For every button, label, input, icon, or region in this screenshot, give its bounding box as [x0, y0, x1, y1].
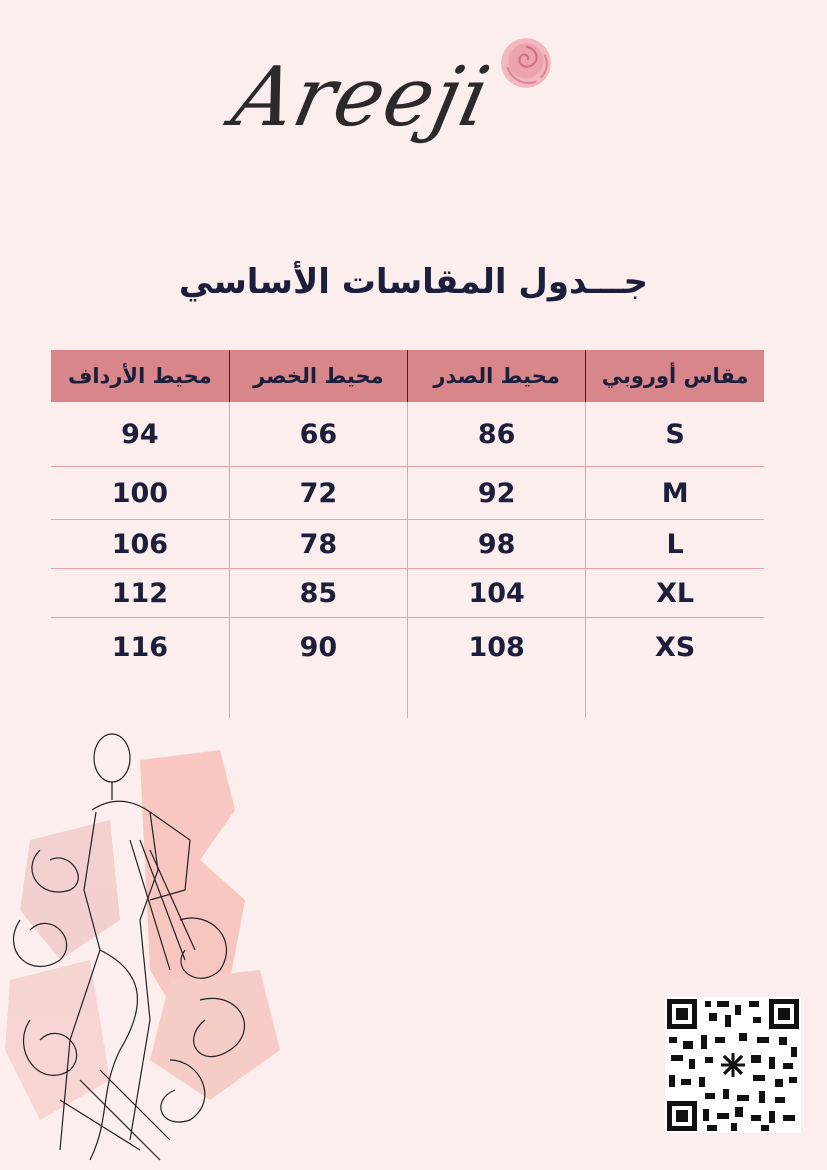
cell-bust: 98	[408, 520, 586, 569]
header-bust: محيط الصدر	[408, 350, 586, 402]
header-hips: محيط الأرداف	[51, 350, 229, 402]
cell-waist: 66	[229, 402, 407, 467]
size-table	[51, 350, 764, 718]
brand-name: Areeji	[224, 50, 499, 145]
cell-waist: 85	[229, 569, 407, 618]
cell-waist: 78	[229, 520, 407, 569]
cell-hips: 94	[51, 402, 229, 467]
cell-size: M	[586, 467, 764, 520]
cell-size: L	[586, 520, 764, 569]
cell-hips: 116	[111, 632, 169, 663]
fashion-sketch-illustration	[0, 720, 300, 1170]
table-row	[51, 467, 764, 520]
page-title: جـــدول المقاسات الأساسي	[178, 262, 649, 302]
header-waist: محيط الخصر	[229, 350, 407, 402]
cell-waist: 90	[229, 618, 407, 719]
header-eu-size: مقاس أوروبي	[586, 350, 764, 402]
cell-bust: 104	[408, 569, 586, 618]
cell-size: S	[586, 402, 764, 467]
cell-waist: 72	[229, 467, 407, 520]
cell-size: XS	[586, 618, 764, 719]
cell-size: XL	[586, 569, 764, 618]
cell-hips: 112	[51, 569, 229, 618]
table-row	[51, 618, 764, 719]
qr-code-icon	[665, 997, 801, 1133]
table-row	[51, 569, 764, 618]
table-row	[51, 402, 764, 467]
brand-logo	[225, 22, 565, 172]
table-row	[51, 520, 764, 569]
cell-hips: 100	[51, 467, 229, 520]
cell-bust: 92	[408, 467, 586, 520]
rose-icon	[495, 32, 557, 94]
table-header-row	[51, 350, 764, 402]
cell-hips: 106	[51, 520, 229, 569]
cell-bust: 108	[408, 618, 586, 719]
cell-bust: 86	[408, 402, 586, 467]
